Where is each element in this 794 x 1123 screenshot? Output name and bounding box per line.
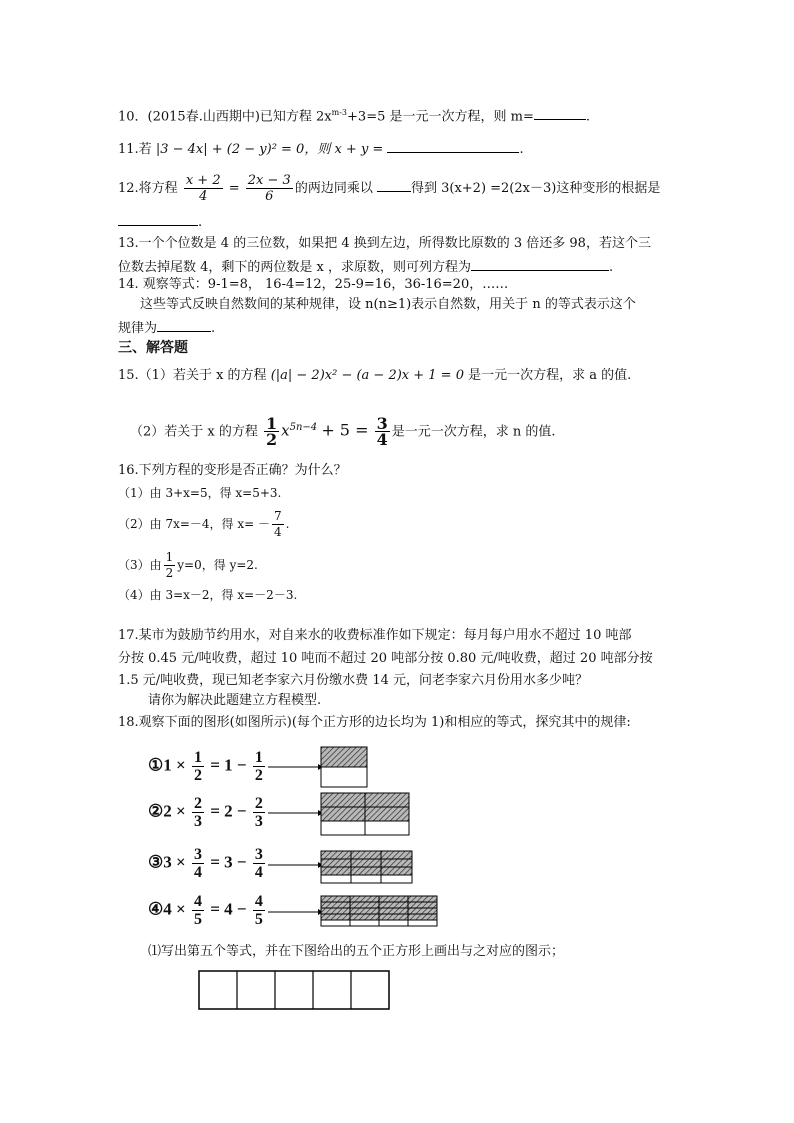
question-17-line1: 17.某市为鼓励节约用水，对自来水的收费标准作如下规定：每月每户用水不超过 10 吨部 xyxy=(118,628,632,643)
q10-text: 10．(2015春.山西期中)已知方程 2x xyxy=(118,109,332,125)
equation-2: ②2 × $\frac{2}{3}$ = 2 − $\frac{2}{3}$ xyxy=(148,795,263,830)
q12-right-denominator: 6 xyxy=(265,189,274,204)
eq3-right-denominator: 4 xyxy=(254,864,263,881)
q10-end: . xyxy=(585,109,590,125)
eq2-whole: 2 xyxy=(224,801,233,821)
question-17-line2: 分按 0.45 元/吨收费，超过 10 吨而不超过 20 吨部分按 0.80 元/吨收费，超过 20 吨部分按 xyxy=(118,651,653,666)
eq4-left-numerator: 4 xyxy=(193,893,202,910)
q13-end: . xyxy=(609,260,614,275)
q16-i3-end: y=0，得 y=2. xyxy=(177,558,258,572)
q15-p1-text-2: 是一元一次方程，求 a 的值. xyxy=(468,368,632,383)
q16-i2-denominator: 4 xyxy=(274,525,282,539)
q15-p1-expression: (|a| − 2)x² − (a − 2)x + 1 = 0 xyxy=(270,368,464,383)
eq1-right-denominator: 2 xyxy=(254,767,263,784)
equation-3: ③3 × $\frac{3}{4}$ = 3 − $\frac{3}{4}$ xyxy=(148,846,263,881)
arrow-3 xyxy=(268,862,323,868)
q10-exponent: m-3 xyxy=(331,108,348,117)
eq2-mark: ② xyxy=(148,801,164,821)
question-18-title: 18.观察下面的图形(如图所示)(每个正方形的边长均为 1)和相应的等式，探究其中的规律: xyxy=(118,715,631,730)
q16-i3-text: （3）由 xyxy=(118,558,162,572)
arrow-2 xyxy=(268,810,323,816)
figure-2 xyxy=(321,793,409,835)
q15-p2-text: （2）若关于 x 的方程 xyxy=(130,424,258,440)
eq1-left-numerator: 1 xyxy=(193,749,202,766)
eq1-mark: ① xyxy=(148,755,164,775)
section-heading: 三、解答题 xyxy=(118,340,188,356)
q15-p2-exponent: 5n−4 xyxy=(289,422,318,433)
eq1-left-denominator: 2 xyxy=(193,767,202,784)
figure-3 xyxy=(321,851,412,883)
q12-end: . xyxy=(198,215,203,230)
eq1-right-numerator: 1 xyxy=(254,749,263,766)
question-16-item1: （1）由 3+x=5，得 x=5+3. xyxy=(118,486,282,500)
q12-mid-text: 的两边同乘以 xyxy=(294,181,373,196)
eq2-left-denominator: 3 xyxy=(193,813,202,830)
q14-end: . xyxy=(211,321,216,336)
question-16-title: 16.下列方程的变形是否正确？为什么？ xyxy=(118,463,347,478)
q11-prefix: 11.若 xyxy=(118,142,152,157)
eq4-left-denominator: 5 xyxy=(193,911,202,928)
eq1-whole: 1 xyxy=(224,755,233,775)
q16-i2-text: （2）由 7x=－4，得 x= － xyxy=(118,517,270,531)
q16-i3-denominator: 2 xyxy=(165,566,174,580)
eq3-left-numerator: 3 xyxy=(193,846,202,863)
q15-p2-left-numerator: 1 xyxy=(266,414,278,434)
q16-i2-numerator: 7 xyxy=(274,509,282,523)
eq4-mark: ④ xyxy=(148,899,164,919)
eq4-right-denominator: 5 xyxy=(254,911,263,928)
q13-line2-text: 位数去掉尾数 4，剩下的两位数是 x ，求原数，则可列方程为 xyxy=(118,260,471,275)
eq3-coefficient: 3 xyxy=(163,852,172,872)
q12-left-denominator: 4 xyxy=(199,189,208,204)
eq3-whole: 3 xyxy=(224,852,233,872)
question-13-line1: 13.一个个位数是 4 的三位数，如果把 4 换到左边，所得数比原数的 3 倍还多 98，若这个三 xyxy=(118,236,651,251)
eq3-right-numerator: 3 xyxy=(254,846,263,863)
equation-1: ①1 × $\frac{1}{2}$ = 1 − $\frac{1}{2}$ xyxy=(148,749,263,784)
eq2-right-numerator: 2 xyxy=(254,795,263,812)
eq3-mark: ③ xyxy=(148,852,164,872)
q12-prefix: 12.将方程 xyxy=(118,181,178,196)
q15-p2-operator: + 5 = xyxy=(321,420,369,440)
q15-p2-left-denominator: 2 xyxy=(266,430,278,450)
q16-i2-end: . xyxy=(285,517,290,531)
equation-4: ④4 × $\frac{4}{5}$ = 4 − $\frac{4}{5}$ xyxy=(148,893,263,928)
figure-1 xyxy=(321,747,367,787)
eq2-coefficient: 2 xyxy=(163,801,172,821)
q11-expression: |3 − 4x| + (2 − y)² = 0，则 x + y = xyxy=(155,142,384,157)
figure-4 xyxy=(321,896,437,926)
q14-line3-text: 规律为 xyxy=(118,321,158,336)
q15-p2-text-2: 是一元一次方程，求 n 的值. xyxy=(391,424,556,440)
arrow-1 xyxy=(268,764,323,770)
q15-p2-right-numerator: 3 xyxy=(376,414,388,434)
eq4-right-numerator: 4 xyxy=(254,893,263,910)
question-14-line1: 14. 观察等式：9-1=8， 16-4=12，25-9=16，36-16=20，…… xyxy=(118,277,509,292)
eq3-left-denominator: 4 xyxy=(193,864,202,881)
question-17-line4: 请你为解决此题建立方程模型. xyxy=(148,693,322,708)
eq2-right-denominator: 3 xyxy=(254,813,263,830)
q10-text-2: +3=5 是一元一次方程，则 m= xyxy=(347,109,534,125)
question-16-item4: （4）由 3=x－2，得 x=－2－3. xyxy=(118,588,298,602)
eq1-coefficient: 1 xyxy=(163,755,172,775)
eq4-whole: 4 xyxy=(224,899,233,919)
question-18-sub1: ⑴写出第五个等式，并在下图给出的五个正方形上画出与之对应的图示； xyxy=(148,944,565,959)
q15-p2-right-denominator: 4 xyxy=(376,430,388,450)
q15-p2-variable: x xyxy=(281,421,290,440)
q12-right-numerator: 2x − 3 xyxy=(247,173,291,188)
eq2-left-numerator: 2 xyxy=(193,795,202,812)
q12-left-numerator: x + 2 xyxy=(185,173,221,188)
q11-end: . xyxy=(519,142,524,157)
arrow-4 xyxy=(268,909,323,915)
question-14-line2: 这些等式反映自然数间的某种规律，设 n(n≥1)表示自然数，用关于 n 的等式表示这个 xyxy=(140,297,636,312)
answer-squares[interactable] xyxy=(199,971,389,1009)
q12-after-text: 得到 3(x+2) =2(2x－3)这种变形的根据是 xyxy=(410,181,661,196)
q15-p1-text: 15.（1）若关于 x 的方程 xyxy=(118,368,267,383)
q12-equals: = xyxy=(228,181,240,196)
question-17-line3: 1.5 元/吨收费，现已知老李家六月份缴水费 14 元，问老李家六月份用水多少吨？ xyxy=(118,673,588,688)
q16-i3-numerator: 1 xyxy=(165,550,174,564)
eq4-coefficient: 4 xyxy=(163,899,172,919)
